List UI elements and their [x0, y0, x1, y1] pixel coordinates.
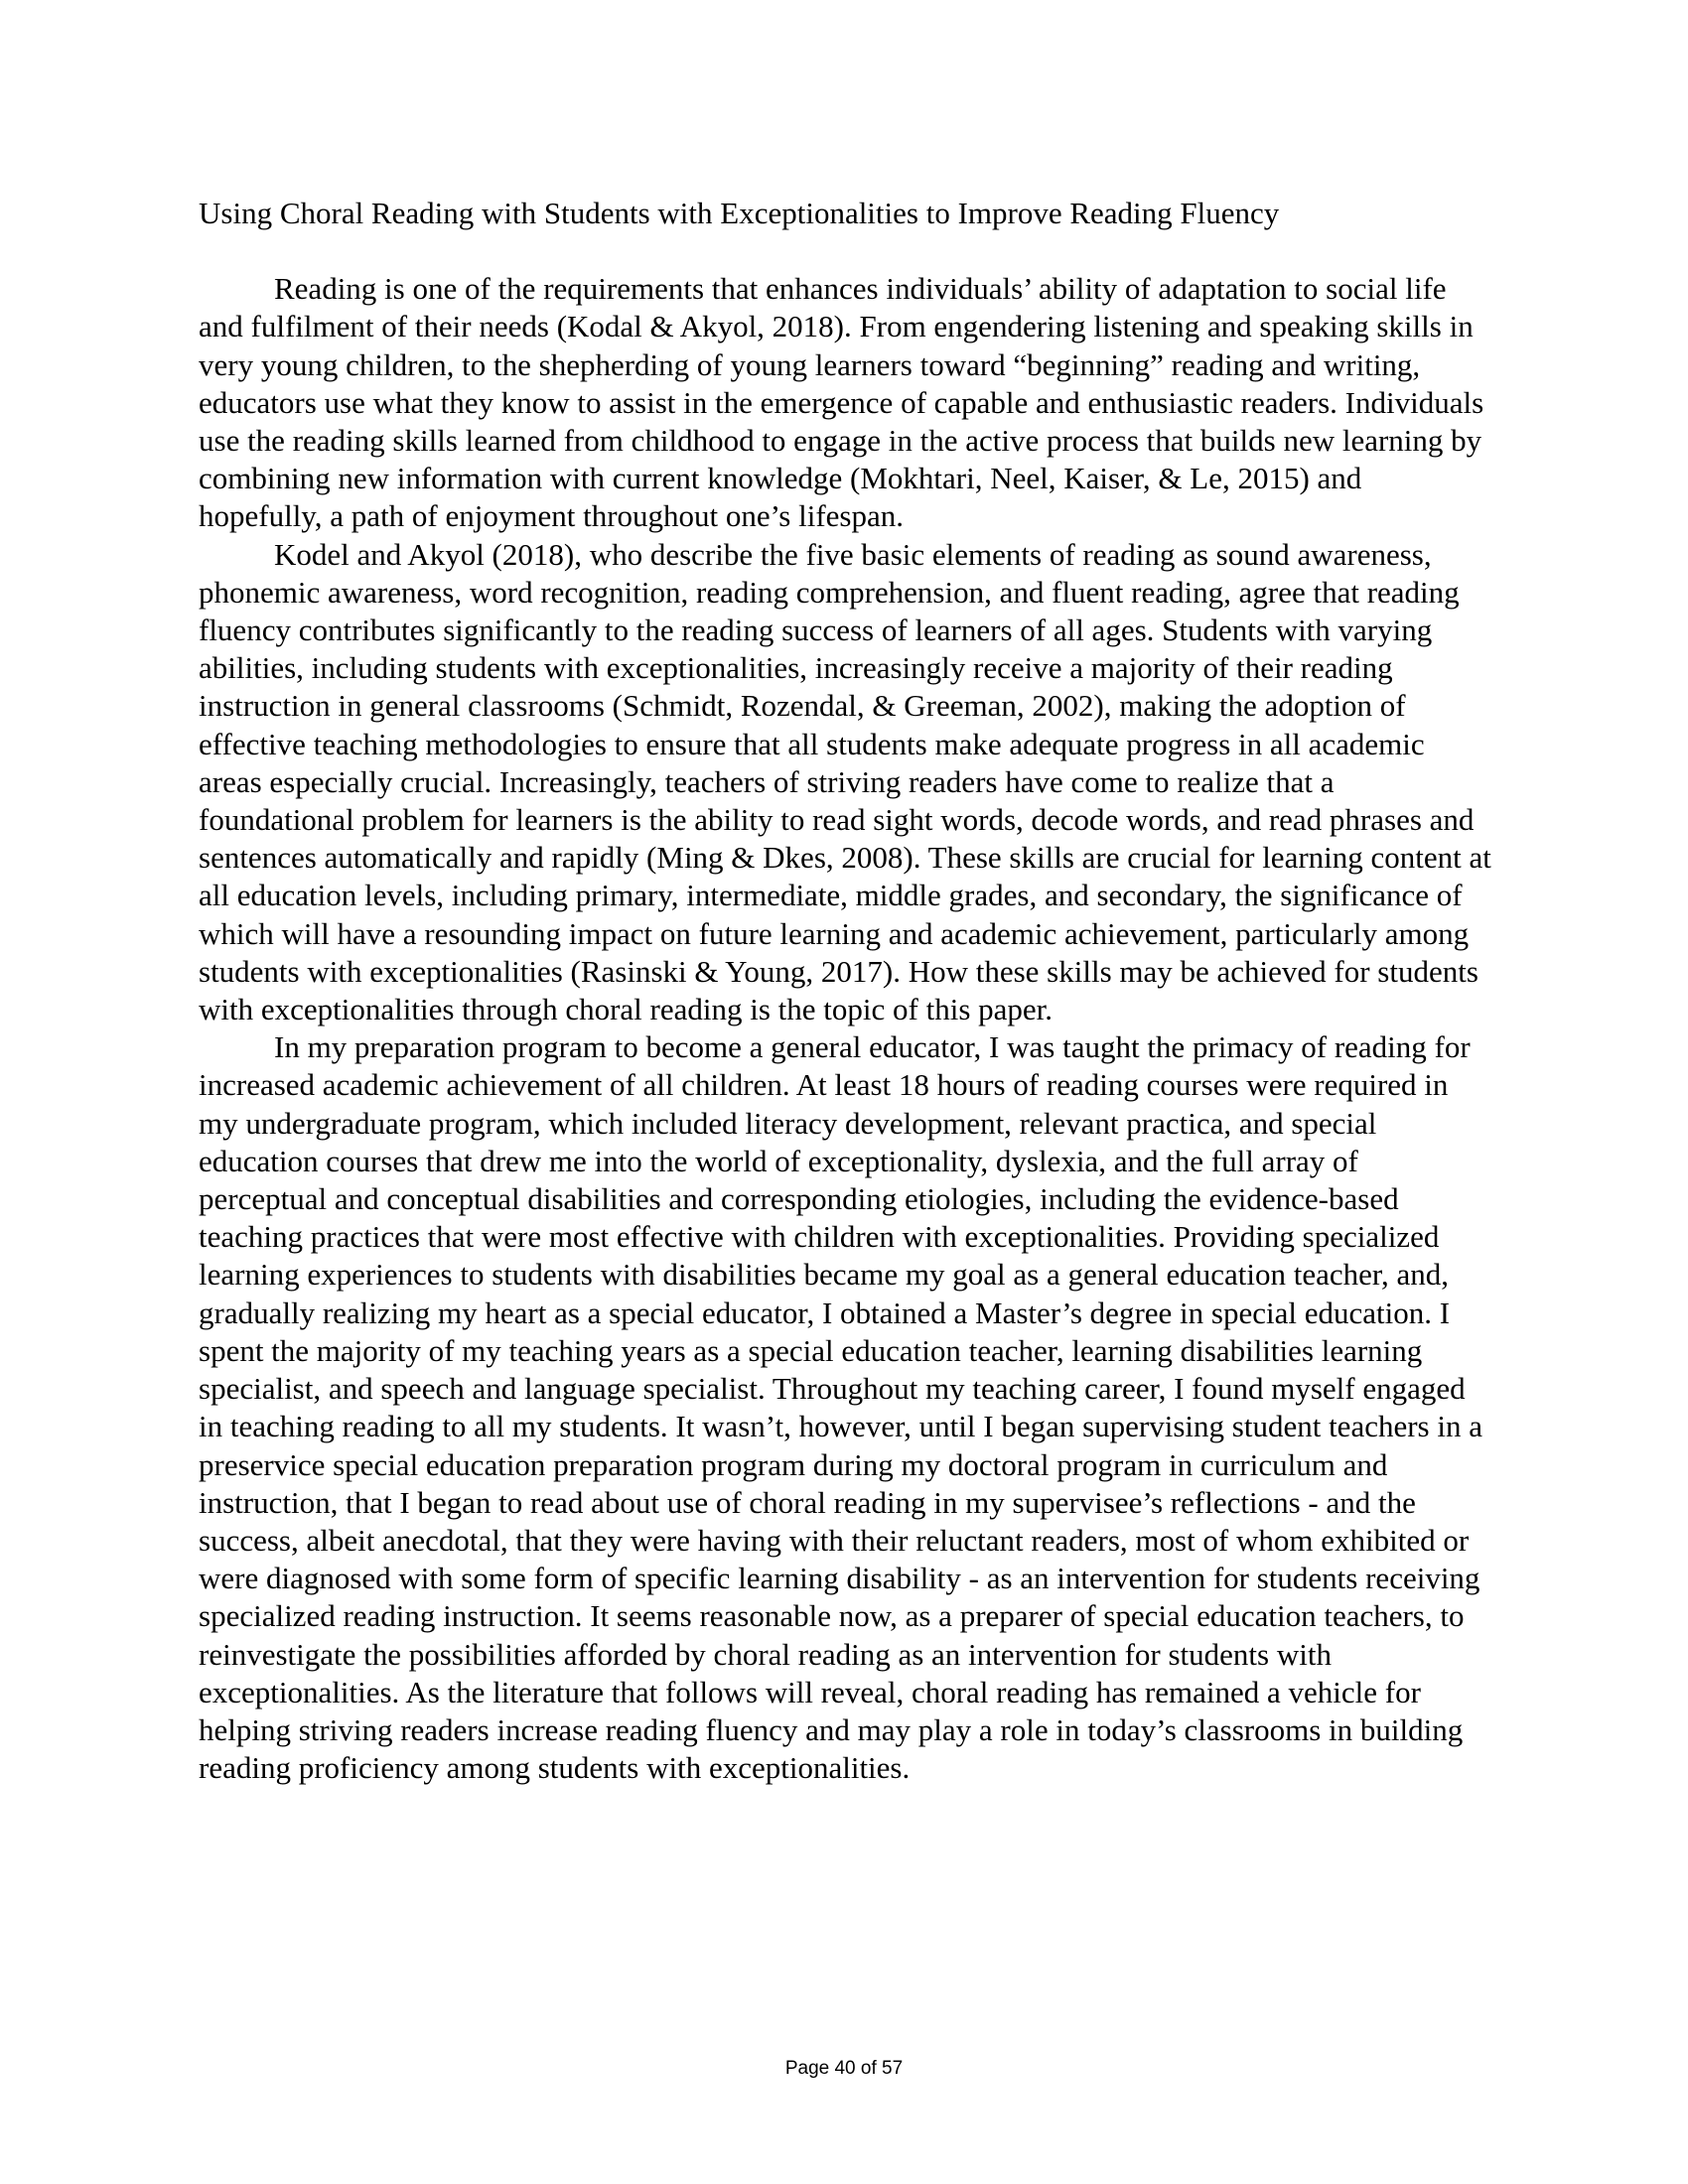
- document-title: Using Choral Reading with Students with Exceptionalities to Improve Reading Fluency: [199, 196, 1280, 230]
- paragraph-1: Reading is one of the requirements that enhances individuals’ ability of adaptation to social life and fulfilment of their needs (Kodal & Akyol, 2018). From engendering listening and speaking skills in very young children, to the shepherding of young learners toward “beginning” reading and writing, educators use what they know to assist in the emergence of capable and enthusiastic readers. Individuals use the reading skills learned from childhood to engage in the active process that builds new learning by combining new information with current knowledge (Mokhtari, Neel, Kaiser, & Le, 2015) and hopefully, a path of enjoyment throughout one’s lifespan.: [199, 271, 1484, 534]
- paragraph-2: Kodel and Akyol (2018), who describe the five basic elements of reading as sound awareness, phonemic awareness, word recognition, reading comprehension, and fluent reading, agree that reading fluency contributes significantly to the reading success of learners of all ages. Students with varying abilities, including students with exceptionalities, increasingly receive a majority of their reading instruction in general classrooms (Schmidt, Rozendal, & Greeman, 2002), making the adoption of effective teaching methodologies to ensure that all students make adequate progress in all academic areas especially crucial. Increasingly, teachers of striving readers have come to realize that a foundational problem for learners is the ability to read sight words, decode words, and read phrases and sentences automatically and rapidly (Ming & Dkes, 2008). These skills are crucial for learning content at all education levels, including primary, intermediate, middle grades, and secondary, the significance of which will have a resounding impact on future learning and academic achievement, particularly among students with exceptionalities (Rasinski & Young, 2017). How these skills may be achieved for students with exceptionalities through choral reading is the topic of this paper.: [199, 536, 1491, 1027]
- page-number-footer: Page 40 of 57: [784, 2058, 904, 2079]
- document-body: [199, 195, 1491, 1787]
- paragraph-3: In my preparation program to become a general educator, I was taught the primacy of reading for increased academic achievement of all children. At least 18 hours of reading courses were required in my undergraduate program, which included literacy development, relevant practica, and special education courses that drew me into the world of exceptionality, dyslexia, and the full array of perceptual and conceptual disabilities and corresponding etiologies, including the evidence-based teaching practices that were most effective with children with exceptionalities. Providing specialized learning experiences to students with disabilities became my goal as a general education teacher, and, gradually realizing my heart as a special educator, I obtained a Master’s degree in special education. I spent the majority of my teaching years as a special education teacher, learning disabilities learning specialist, and speech and language specialist. Throughout my teaching career, I found myself engaged in teaching reading to all my students. It wasn’t, however, until I began supervising student teachers in a preservice special education preparation program during my doctoral program in curriculum and instruction, that I began to read about use of choral reading in my supervisee’s reflections - and the success, albeit anecdotal, that they were having with their reluctant readers, most of whom exhibited or were diagnosed with some form of specific learning disability - as an intervention for students receiving specialized reading instruction. It seems reasonable now, as a preparer of special education teachers, to reinvestigate the possibilities afforded by choral reading as an intervention for students with exceptionalities. As the literature that follows will reveal, choral reading has remained a vehicle for helping striving readers increase reading fluency and may play a role in today’s classrooms in building reading proficiency among students with exceptionalities.: [199, 1029, 1482, 1786]
